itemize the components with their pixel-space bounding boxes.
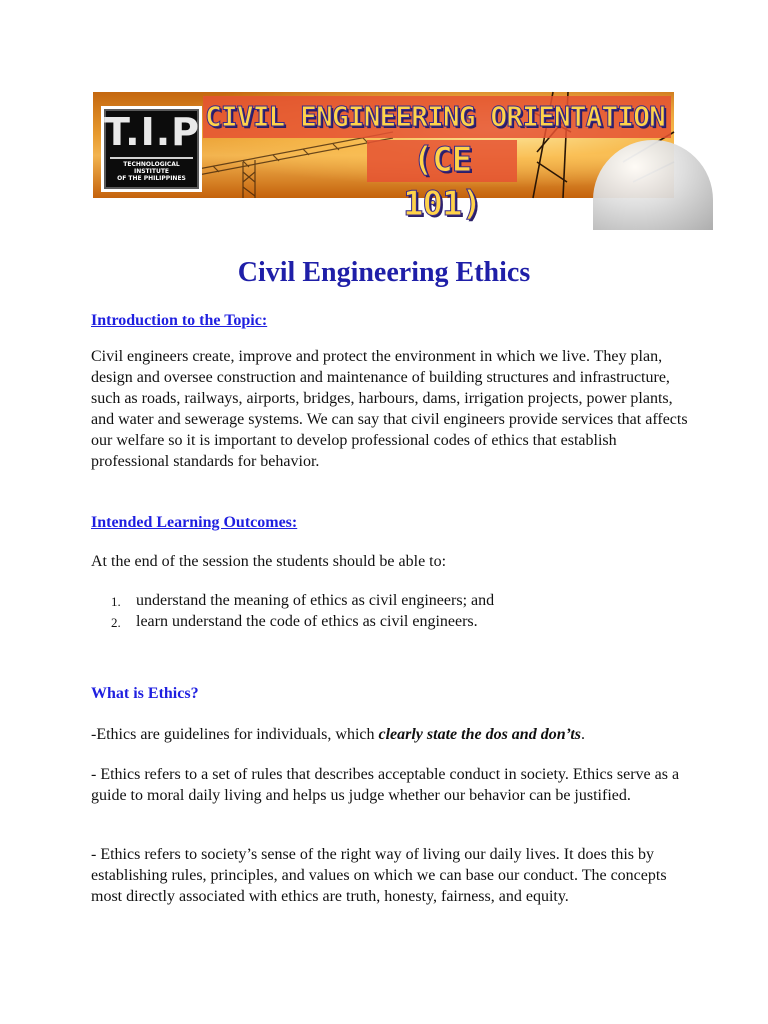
course-banner bbox=[93, 92, 674, 224]
ethics-paragraph-2: - Ethics refers to a set of rules that describes acceptable conduct in society. Ethics serve as a guide to moral daily living and helps us judge whether our behavior can be justified. bbox=[91, 766, 680, 804]
list-item-number: 2. bbox=[111, 615, 121, 630]
logo-letters: T.I.P bbox=[104, 110, 201, 154]
intro-paragraph: Civil engineers create, improve and protect the environment in which we live. They plan, design and oversee construction and maintenance of building structures and infrastructure, such as roads, railways, airports, bridges, harbours, dams, irrigation projects, power plants, and water and sewerage systems. We can say that civil engineers provide services that affects our welfare so it is important to develop professional codes of ethics that establish professional standards for behavior. bbox=[91, 348, 688, 470]
ethics-p1-text: -Ethics are guidelines for individuals, which bbox=[91, 726, 379, 743]
ethics-p1-end: . bbox=[581, 726, 585, 743]
list-item-number: 1. bbox=[111, 594, 121, 609]
ethics-paragraph-1 bbox=[91, 724, 691, 745]
logo-subtitle-line2: OF THE PHILIPPINES bbox=[117, 175, 186, 182]
page-title: Civil Engineering Ethics bbox=[237, 257, 531, 288]
logo-subtitle bbox=[108, 161, 195, 182]
logo-divider bbox=[110, 157, 193, 159]
outcomes-lead: At the end of the session the students should be able to: bbox=[91, 553, 447, 570]
ethics-paragraph-3: - Ethics refers to society’s sense of the right way of living our daily lives. It does this by establishing rules, principles, and values on which we can base our conduct. The concepts most directly associated with ethics are truth, honesty, fairness, and equity. bbox=[91, 846, 667, 905]
tip-logo bbox=[101, 106, 202, 192]
banner-title: CIVIL ENGINEERING ORIENTATION bbox=[205, 100, 665, 133]
ethics-p1-emphasis: clearly state the dos and don’ts bbox=[378, 726, 581, 743]
list-item-text: learn understand the code of ethics as civil engineers. bbox=[136, 613, 478, 630]
logo-subtitle-line1: TECHNOLOGICAL INSTITUTE bbox=[123, 161, 180, 175]
outcomes-list bbox=[91, 590, 494, 632]
list-item bbox=[91, 590, 494, 611]
outcomes-heading: Intended Learning Outcomes: bbox=[91, 514, 298, 531]
list-item-text: understand the meaning of ethics as civil engineers; and bbox=[136, 592, 495, 609]
ethics-heading: What is Ethics? bbox=[91, 685, 199, 702]
intro-heading: Introduction to the Topic: bbox=[91, 312, 268, 329]
banner-course-code: (CE 101) bbox=[403, 140, 481, 224]
list-item bbox=[91, 611, 494, 632]
